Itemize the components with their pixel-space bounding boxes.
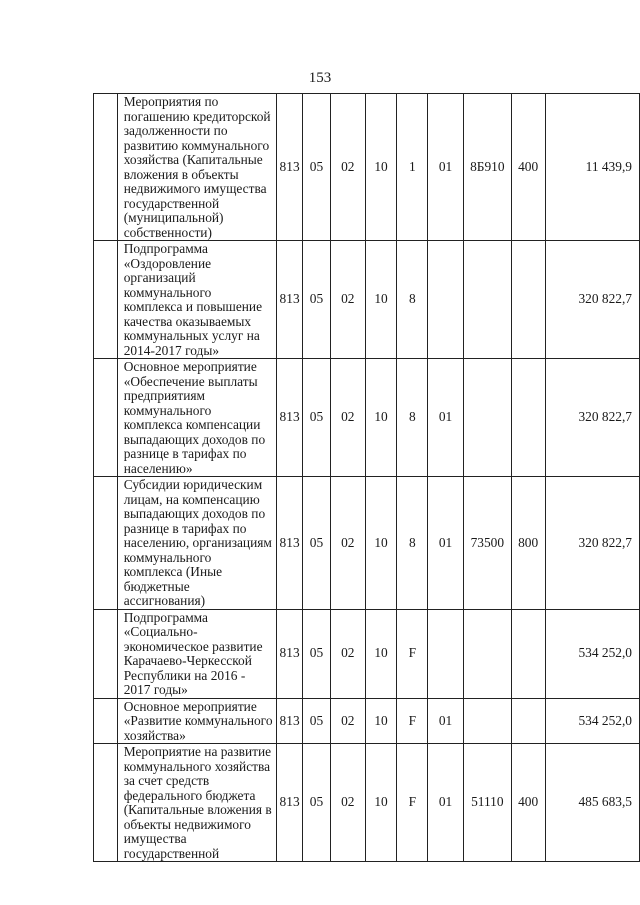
empty-cell — [94, 609, 118, 698]
empty-cell — [94, 477, 118, 610]
budget-table — [93, 93, 640, 862]
row-name: Мероприятие на развитие коммунального хозяйства за счет средств федерального бюджета (Капитальные вложения в объекты недвижимого имущества государственной — [123, 744, 272, 861]
code-cell: 800 — [511, 477, 545, 610]
code-cell: 02 — [330, 477, 365, 610]
row-name-cell — [117, 94, 276, 241]
table-row — [94, 698, 640, 744]
table-row — [94, 609, 640, 698]
code-cell: 8 — [397, 477, 428, 610]
code-cell — [463, 609, 511, 698]
code-cell: 10 — [365, 94, 397, 241]
code-cell — [463, 241, 511, 359]
table-row — [94, 477, 640, 610]
code-cell: 813 — [277, 241, 303, 359]
code-cell: 01 — [428, 744, 464, 862]
code-cell: 05 — [303, 359, 331, 477]
code-cell: 813 — [277, 94, 303, 241]
empty-cell — [94, 241, 118, 359]
code-cell: 01 — [428, 94, 464, 241]
code-cell — [428, 609, 464, 698]
code-cell: 813 — [277, 359, 303, 477]
code-cell: 400 — [511, 744, 545, 862]
code-cell — [463, 359, 511, 477]
table-row — [94, 94, 640, 241]
code-cell — [463, 698, 511, 744]
code-cell: 813 — [277, 477, 303, 610]
row-name-cell — [117, 477, 276, 610]
row-name: Основное мероприятие «Развитие коммунального хозяйства» — [123, 698, 273, 743]
code-cell: 8Б910 — [463, 94, 511, 241]
amount-cell: 320 822,7 — [545, 359, 639, 477]
code-cell: 02 — [330, 359, 365, 477]
code-cell: 813 — [277, 609, 303, 698]
code-cell: 10 — [365, 359, 397, 477]
row-name: Основное мероприятие «Обеспечение выплаты предприятиям коммунального комплекса компенсации выпадающих доходов по разнице в тарифах по населению» — [123, 359, 266, 476]
code-cell: 8 — [397, 241, 428, 359]
empty-cell — [94, 744, 118, 862]
amount-cell: 11 439,9 — [545, 94, 639, 241]
code-cell: 02 — [330, 744, 365, 862]
code-cell: 01 — [428, 698, 464, 744]
code-cell: 10 — [365, 698, 397, 744]
empty-cell — [94, 94, 118, 241]
code-cell: 73500 — [463, 477, 511, 610]
amount-cell: 320 822,7 — [545, 241, 639, 359]
code-cell: 1 — [397, 94, 428, 241]
row-name: Подпрограмма «Социально- экономическое развитие Карачаево-Черкесской Республики на 2016 - 2017 годы» — [123, 609, 263, 697]
code-cell: 10 — [365, 477, 397, 610]
amount-cell: 485 683,5 — [545, 744, 639, 862]
code-cell: 05 — [303, 609, 331, 698]
row-name-cell — [117, 241, 276, 359]
code-cell — [511, 359, 545, 477]
code-cell: F — [397, 609, 428, 698]
row-name: Субсидии юридическим лицам, на компенсацию выпадающих доходов по разнице в тарифах по населению, организациям коммунального комплекса (Иные бюджетные ассигнования) — [123, 477, 272, 608]
code-cell: 05 — [303, 94, 331, 241]
code-cell: 8 — [397, 359, 428, 477]
code-cell: 05 — [303, 477, 331, 610]
code-cell: F — [397, 744, 428, 862]
row-name-cell — [117, 744, 276, 862]
code-cell: 05 — [303, 744, 331, 862]
code-cell — [511, 241, 545, 359]
table-row — [94, 359, 640, 477]
code-cell: 02 — [330, 94, 365, 241]
code-cell: 10 — [365, 609, 397, 698]
code-cell: 51110 — [463, 744, 511, 862]
empty-cell — [94, 359, 118, 477]
code-cell: 10 — [365, 744, 397, 862]
code-cell: 02 — [330, 698, 365, 744]
empty-cell — [94, 698, 118, 744]
amount-cell: 320 822,7 — [545, 477, 639, 610]
code-cell: 400 — [511, 94, 545, 241]
code-cell: 05 — [303, 698, 331, 744]
code-cell — [428, 241, 464, 359]
code-cell: 813 — [277, 698, 303, 744]
amount-cell: 534 252,0 — [545, 698, 639, 744]
amount-cell: 534 252,0 — [545, 609, 639, 698]
row-name-cell — [117, 609, 276, 698]
page-number: 153 — [308, 70, 332, 86]
table-row — [94, 241, 640, 359]
row-name: Мероприятия по погашению кредиторской задолженности по развитию коммунального хозяйства (Капитальные вложения в объекты недвижимого имущества государственной (муниципальной) собственности) — [123, 94, 271, 240]
row-name-cell — [117, 359, 276, 477]
code-cell: 10 — [365, 241, 397, 359]
code-cell: 02 — [330, 241, 365, 359]
code-cell: 01 — [428, 477, 464, 610]
code-cell — [511, 698, 545, 744]
code-cell: 02 — [330, 609, 365, 698]
code-cell — [511, 609, 545, 698]
code-cell: 01 — [428, 359, 464, 477]
code-cell: 05 — [303, 241, 331, 359]
code-cell: F — [397, 698, 428, 744]
table-row — [94, 744, 640, 862]
row-name-cell — [117, 698, 276, 744]
row-name: Подпрограмма «Оздоровление организаций коммунального комплекса и повышение качества оказываемых коммунальных услуг на 2014-2017 годы» — [123, 241, 263, 358]
code-cell: 813 — [277, 744, 303, 862]
